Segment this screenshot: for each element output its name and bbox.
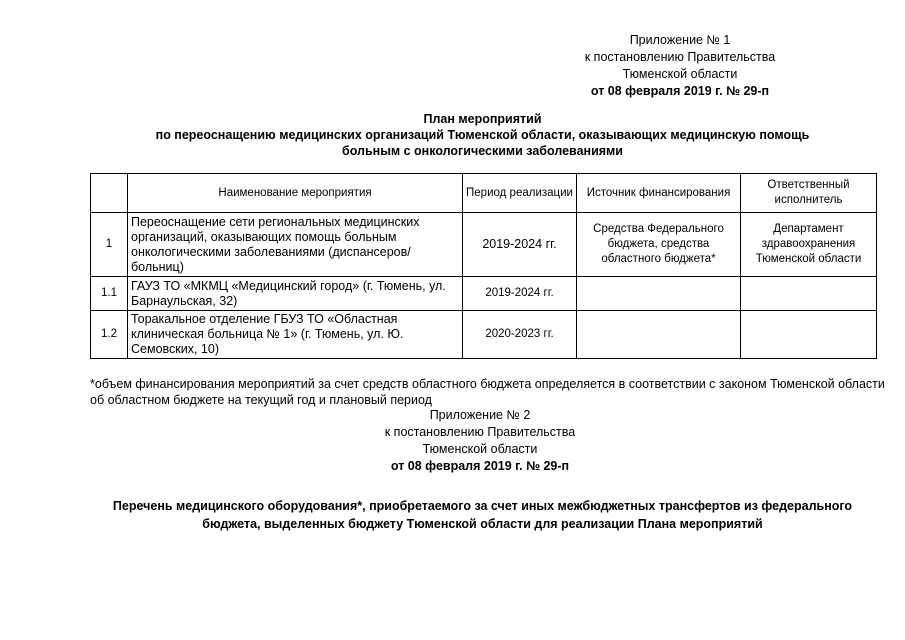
table-header-row — [91, 174, 877, 213]
row-executor — [741, 277, 877, 311]
row-executor — [741, 311, 877, 359]
appendix-1-resolution: к постановлению Правительства — [584, 50, 776, 64]
funding-footnote: *объем финансирования мероприятий за счет средств областного бюджета определяется в соответствии с законом Тюменской области об областном бюджете на текущий год и плановый период — [90, 377, 885, 407]
plan-title-line-3: больным с онкологическими заболеваниями — [342, 144, 623, 158]
row-source — [577, 277, 741, 311]
row-num: 1 — [91, 213, 128, 277]
appendix-1-region: Тюменской области — [622, 67, 738, 81]
appendix-2-number: Приложение № 2 — [429, 408, 531, 422]
appendix-2-resolution: к постановлению Правительства — [384, 425, 576, 439]
header-source: Источник финансирования — [577, 174, 741, 213]
plan-title — [90, 111, 875, 159]
header-period: Период реализации — [463, 174, 577, 213]
row-source — [577, 311, 741, 359]
row-executor: Департамент здравоохранения Тюменской области — [741, 213, 877, 277]
plan-title-line-2: по переоснащению медицинских организаций Тюменской области, оказывающих медицинскую помощь — [155, 128, 810, 142]
appendix-2-date: от 08 февраля 2019 г. № 29-п — [390, 459, 570, 473]
row-name: ГАУЗ ТО «МКМЦ «Медицинский город» (г. Тюмень, ул. Барнаульская, 32) — [128, 277, 463, 311]
row-period: 2020-2023 гг. — [463, 311, 577, 359]
appendix-2-region: Тюменской области — [422, 442, 538, 456]
appendix-1-date: от 08 февраля 2019 г. № 29-п — [590, 84, 770, 98]
row-period: 2019-2024 гг. — [463, 277, 577, 311]
row-name: Переоснащение сети региональных медицинских организаций, оказывающих помощь больным онкологическими заболеваниями (диспансеров/больниц) — [128, 213, 463, 277]
appendix-2-header — [360, 407, 600, 475]
row-num: 1.1 — [91, 277, 128, 311]
header-name: Наименование мероприятия — [128, 174, 463, 213]
header-num — [91, 174, 128, 213]
row-num: 1.2 — [91, 311, 128, 359]
appendix-1-number: Приложение № 1 — [629, 33, 731, 47]
table-row — [91, 277, 877, 311]
header-executor: Ответственный исполнитель — [741, 174, 877, 213]
table-row — [91, 311, 877, 359]
row-period: 2019-2024 гг. — [463, 213, 577, 277]
plan-table — [90, 173, 877, 359]
appendix-1-header — [560, 32, 800, 100]
table-row — [91, 213, 877, 277]
row-name: Торакальное отделение ГБУЗ ТО «Областная клиническая больница № 1» (г. Тюмень, ул. Ю. Семовских, 10) — [128, 311, 463, 359]
row-source: Средства Федерального бюджета, средства областного бюджета* — [577, 213, 741, 277]
equipment-list-title: Перечень медицинского оборудования*, приобретаемого за счет иных межбюджетных трансфертов из федерального бюджета, выделенных бюджету Тюменской области для реализации Плана мероприятий — [112, 499, 853, 531]
plan-title-line-1: План мероприятий — [423, 112, 542, 126]
